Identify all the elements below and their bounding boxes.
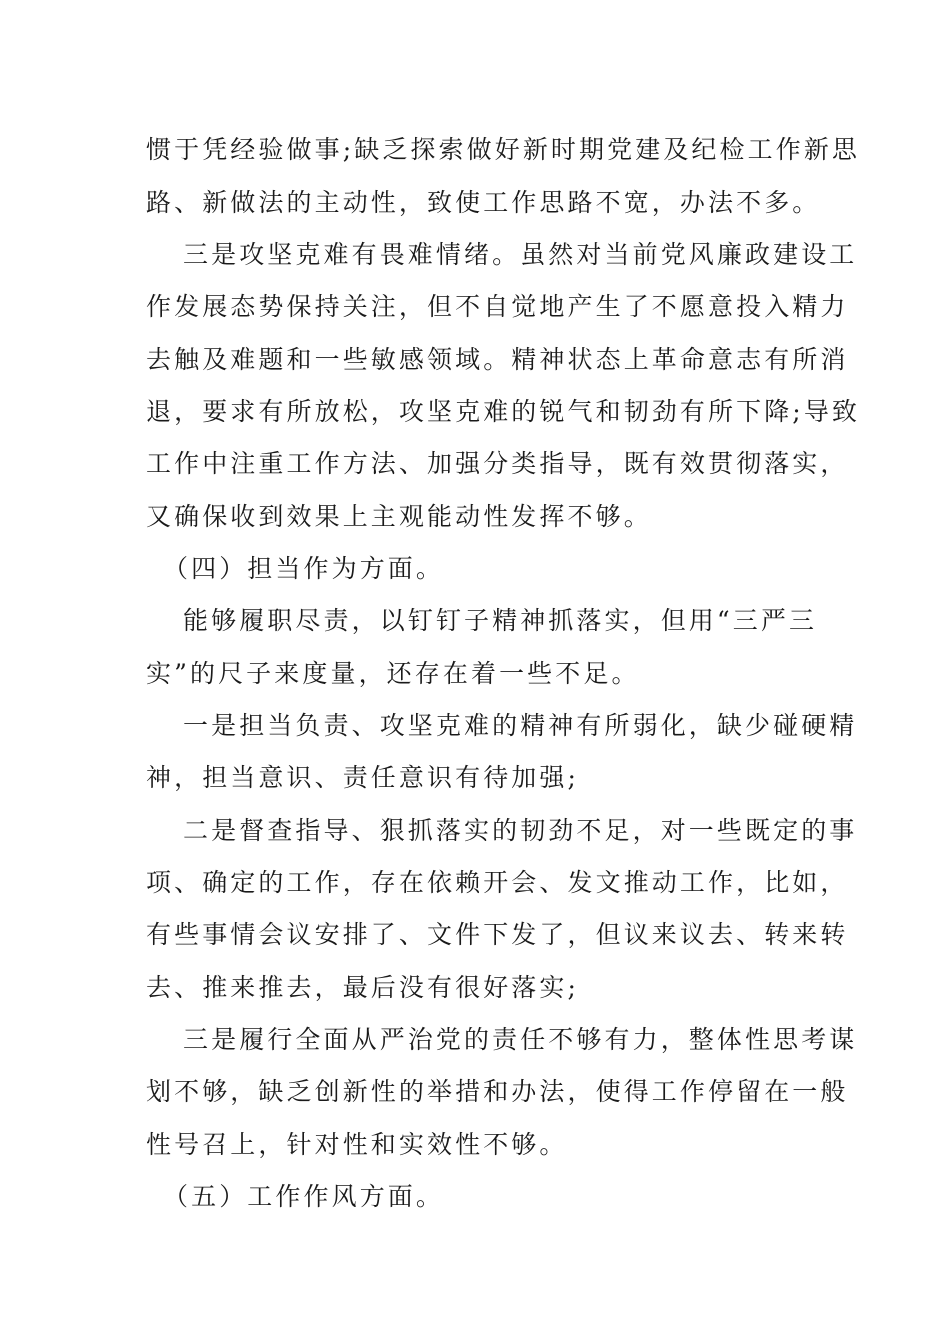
text-line: 实”的尺子来度量，还存在着一些不足。 — [146, 659, 640, 688]
paragraph-start-line: 能够履职尽责，以钉钉子精神抓落实，但用“三严三 — [183, 606, 818, 635]
text-line: 性号召上，针对性和实效性不够。 — [146, 1130, 568, 1159]
text-line: 工作中注重工作方法、加强分类指导，既有效贯彻落实， — [146, 449, 849, 478]
text-line: 去、推来推去，最后没有很好落实; — [146, 973, 580, 1002]
text-line: 神，担当意识、责任意识有待加强; — [146, 763, 580, 792]
text-line: 惯于凭经验做事;缺乏探索做好新时期党建及纪检工作新思 — [146, 135, 861, 164]
section-heading: （五）工作作风方面。 — [163, 1182, 445, 1211]
text-line: 退，要求有所放松，攻坚克难的锐气和韧劲有所下降;导致 — [146, 397, 861, 426]
paragraph-start-line: 三是攻坚克难有畏难情绪。虽然对当前党风廉政建设工 — [183, 240, 858, 269]
text-line: 划不够，缺乏创新性的举措和办法，使得工作停留在一般 — [146, 1077, 849, 1106]
text-line: 有些事情会议安排了、文件下发了，但议来议去、转来转 — [146, 920, 849, 949]
paragraph-start-line: 二是督查指导、狠抓落实的韧劲不足，对一些既定的事 — [183, 816, 858, 845]
section-heading: （四）担当作为方面。 — [163, 554, 445, 583]
text-line: 去触及难题和一些敏感领域。精神状态上革命意志有所消 — [146, 345, 849, 374]
text-line: 又确保收到效果上主观能动性发挥不够。 — [146, 502, 652, 531]
paragraph-start-line: 三是履行全面从严治党的责任不够有力，整体性思考谋 — [183, 1025, 858, 1054]
text-line: 路、新做法的主动性，致使工作思路不宽，办法不多。 — [146, 188, 821, 217]
paragraph-start-line: 一是担当负责、攻坚克难的精神有所弱化，缺少碰硬精 — [183, 711, 858, 740]
text-line: 项、确定的工作，存在依赖开会、发文推动工作，比如， — [146, 868, 849, 897]
text-line: 作发展态势保持关注，但不自觉地产生了不愿意投入精力 — [146, 292, 849, 321]
